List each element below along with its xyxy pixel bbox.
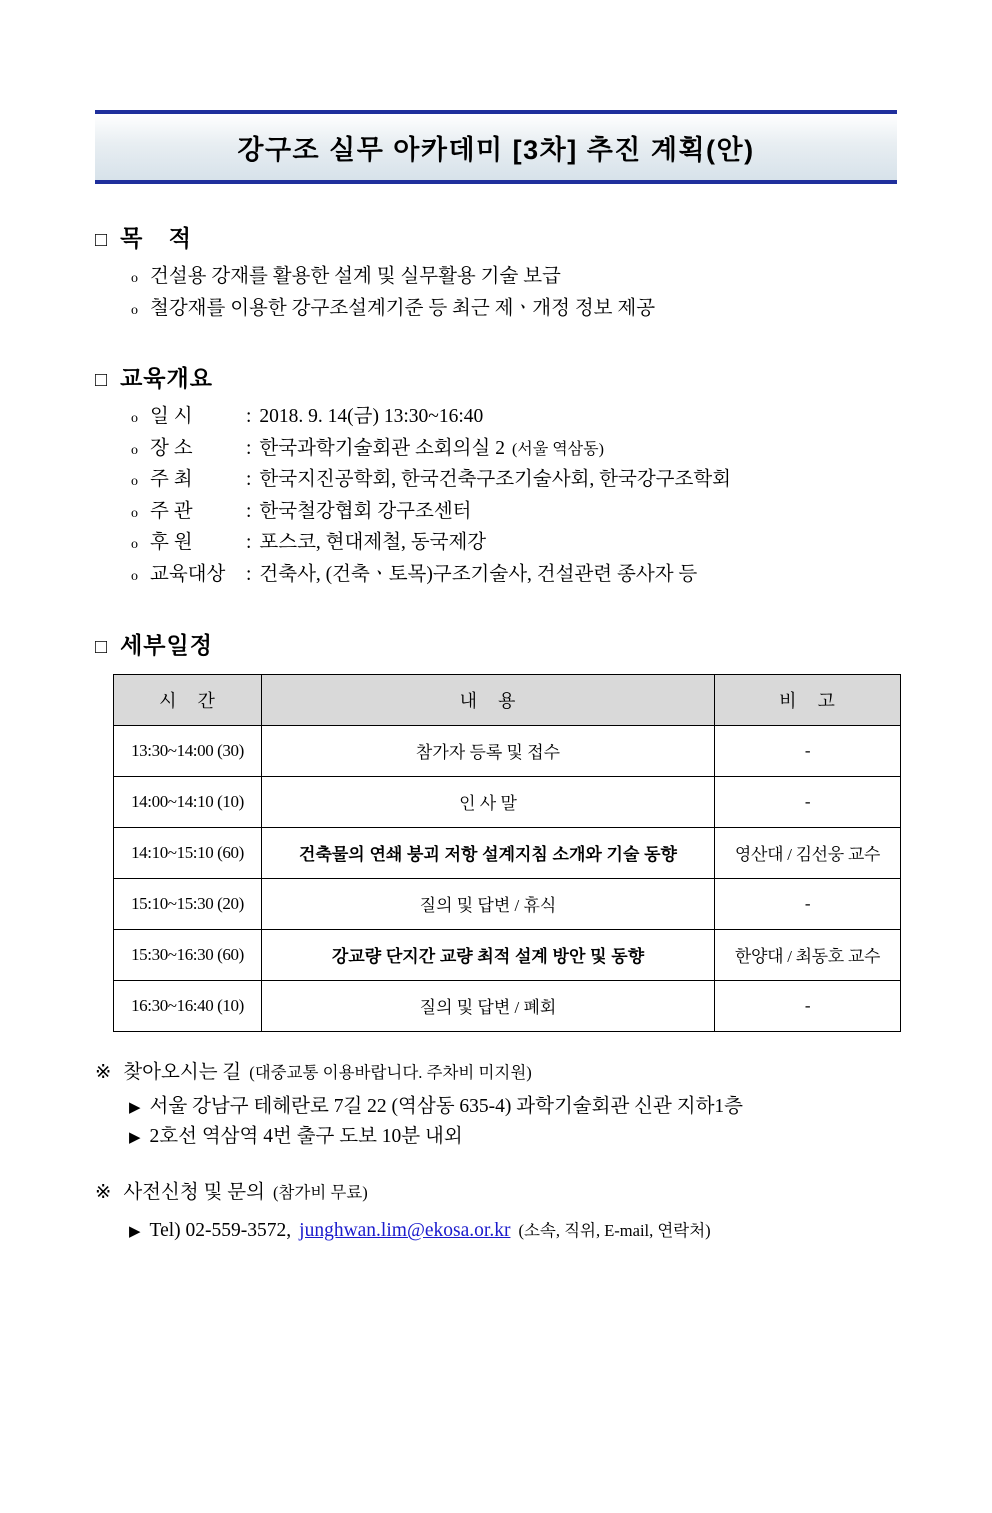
table-row	[114, 725, 901, 776]
cell-time: 14:00~14:10 (10)	[114, 776, 262, 827]
list-item	[131, 464, 897, 496]
overview-row-value: 한국지진공학회, 한국건축구조기술사회, 한국강구조학회	[259, 469, 732, 491]
document-title-banner	[95, 110, 897, 184]
section-heading-purpose-label: 목 적	[120, 225, 201, 251]
list-item	[131, 527, 897, 559]
list-item	[131, 401, 897, 433]
section-heading-overview	[95, 360, 897, 393]
cell-content: 질의 및 답변 / 휴식	[262, 878, 715, 929]
list-item	[131, 433, 897, 465]
column-header-note: 비 고	[715, 674, 901, 725]
cell-note: -	[715, 980, 901, 1031]
column-header-time: 시 간	[114, 674, 262, 725]
purpose-list	[95, 261, 897, 324]
overview-row-label: 주 최	[150, 469, 193, 491]
square-bullet-icon: □	[95, 635, 109, 658]
section-heading-overview-label: 교육개요	[120, 365, 213, 392]
cell-content: 강교량 단지간 교량 최적 설계 방안 및 동향	[262, 929, 715, 980]
circle-bullet-icon: o	[131, 474, 138, 490]
table-row	[114, 929, 901, 980]
triangle-bullet-icon: ▶	[129, 1129, 141, 1146]
overview-row-separator: :	[246, 406, 252, 428]
square-bullet-icon: □	[95, 229, 109, 251]
schedule-table	[113, 674, 901, 1032]
list-item	[131, 496, 897, 528]
cell-time: 15:10~15:30 (20)	[114, 878, 262, 929]
cell-note: 한양대 / 최동호 교수	[715, 929, 901, 980]
column-header-content: 내 용	[262, 674, 715, 725]
overview-row-value: 건축사, (건축ㆍ토목)구조기술사, 건설관련 종사자 등	[259, 564, 698, 586]
reference-mark-icon: ※	[95, 1061, 112, 1083]
circle-bullet-icon: o	[131, 302, 138, 318]
cell-time: 15:30~16:30 (60)	[114, 929, 262, 980]
overview-row-extra: (서울 역삼동)	[511, 440, 604, 458]
cell-time: 14:10~15:10 (60)	[114, 827, 262, 878]
cell-content: 참가자 등록 및 접수	[262, 725, 715, 776]
triangle-bullet-icon: ▶	[129, 1099, 141, 1116]
page-title: 강구조 실무 아카데미 [3차] 추진 계획(안)	[237, 134, 755, 165]
contact-email-link[interactable]: junghwan.lim@ekosa.or.kr	[299, 1220, 511, 1242]
table-header-row	[114, 674, 901, 725]
overview-row-value: 포스코, 현대제철, 동국제강	[259, 532, 487, 554]
overview-row-label: 장 소	[150, 437, 193, 459]
overview-row-label: 교육대상	[150, 564, 226, 586]
section-heading-schedule-label: 세부일정	[120, 631, 213, 658]
circle-bullet-icon: o	[131, 505, 138, 521]
overview-row-value: 한국철강협회 강구조센터	[259, 500, 472, 522]
contact-item	[95, 1216, 897, 1246]
cell-note: 영산대 / 김선웅 교수	[715, 827, 901, 878]
contact-block	[95, 1176, 897, 1246]
square-bullet-icon: □	[95, 369, 109, 392]
contact-phone: Tel) 02-559-3572,	[149, 1220, 292, 1242]
directions-title-line	[95, 1056, 897, 1084]
section-heading-purpose	[95, 220, 897, 253]
circle-bullet-icon: o	[131, 411, 138, 427]
directions-title: 찾아오시는 길	[123, 1061, 242, 1083]
list-item	[131, 261, 897, 293]
overview-row-separator: :	[246, 437, 252, 459]
overview-row-separator: :	[246, 469, 252, 491]
overview-row-separator: :	[246, 532, 252, 554]
overview-row-separator: :	[246, 564, 252, 586]
cell-note: -	[715, 776, 901, 827]
purpose-item-text: 철강재를 이용한 강구조설계기준 등 최근 제ㆍ개정 정보 제공	[150, 297, 656, 319]
overview-row-label: 일 시	[150, 406, 193, 428]
circle-bullet-icon: o	[131, 537, 138, 553]
overview-row-separator: :	[246, 500, 252, 522]
contact-title-note: (참가비 무료)	[272, 1183, 368, 1203]
cell-content: 인 사 말	[262, 776, 715, 827]
directions-title-note: (대중교통 이용바랍니다. 주차비 미지원)	[249, 1062, 532, 1082]
cell-note: -	[715, 725, 901, 776]
table-row	[114, 776, 901, 827]
directions-item-text: 2호선 역삼역 4번 출구 도보 10분 내외	[149, 1125, 463, 1147]
contact-title: 사전신청 및 문의	[123, 1182, 265, 1204]
cell-content: 건축물의 연쇄 붕괴 저항 설계지침 소개와 기술 동향	[262, 827, 715, 878]
overview-list	[95, 401, 897, 590]
overview-row-label: 후 원	[150, 532, 193, 554]
contact-suffix: (소속, 직위, E-mail, 연락처)	[518, 1221, 711, 1241]
cell-note: -	[715, 878, 901, 929]
overview-row-value: 2018. 9. 14(금) 13:30~16:40	[259, 406, 484, 428]
directions-block	[95, 1056, 897, 1152]
purpose-item-text: 건설용 강재를 활용한 설계 및 실무활용 기술 보급	[150, 266, 561, 287]
list-item	[131, 293, 897, 325]
circle-bullet-icon: o	[131, 442, 138, 458]
circle-bullet-icon: o	[131, 271, 138, 286]
section-heading-schedule	[95, 627, 897, 660]
directions-item	[95, 1092, 897, 1122]
overview-row-label: 주 관	[150, 500, 193, 522]
cell-content: 질의 및 답변 / 폐회	[262, 980, 715, 1031]
table-row	[114, 827, 901, 878]
overview-row-value: 한국과학기술회관 소회의실 2	[259, 437, 505, 459]
circle-bullet-icon: o	[131, 569, 138, 585]
reference-mark-icon: ※	[95, 1182, 112, 1204]
directions-item-text: 서울 강남구 테헤란로 7길 22 (역삼동 635-4) 과학기술회관 신관 지하1층	[149, 1095, 743, 1117]
list-item	[131, 559, 897, 591]
table-row	[114, 878, 901, 929]
directions-item	[95, 1122, 897, 1152]
triangle-bullet-icon: ▶	[129, 1224, 141, 1241]
table-row	[114, 980, 901, 1031]
cell-time: 16:30~16:40 (10)	[114, 980, 262, 1031]
document-page	[0, 110, 992, 1513]
cell-time: 13:30~14:00 (30)	[114, 725, 262, 776]
contact-title-line	[95, 1176, 897, 1204]
